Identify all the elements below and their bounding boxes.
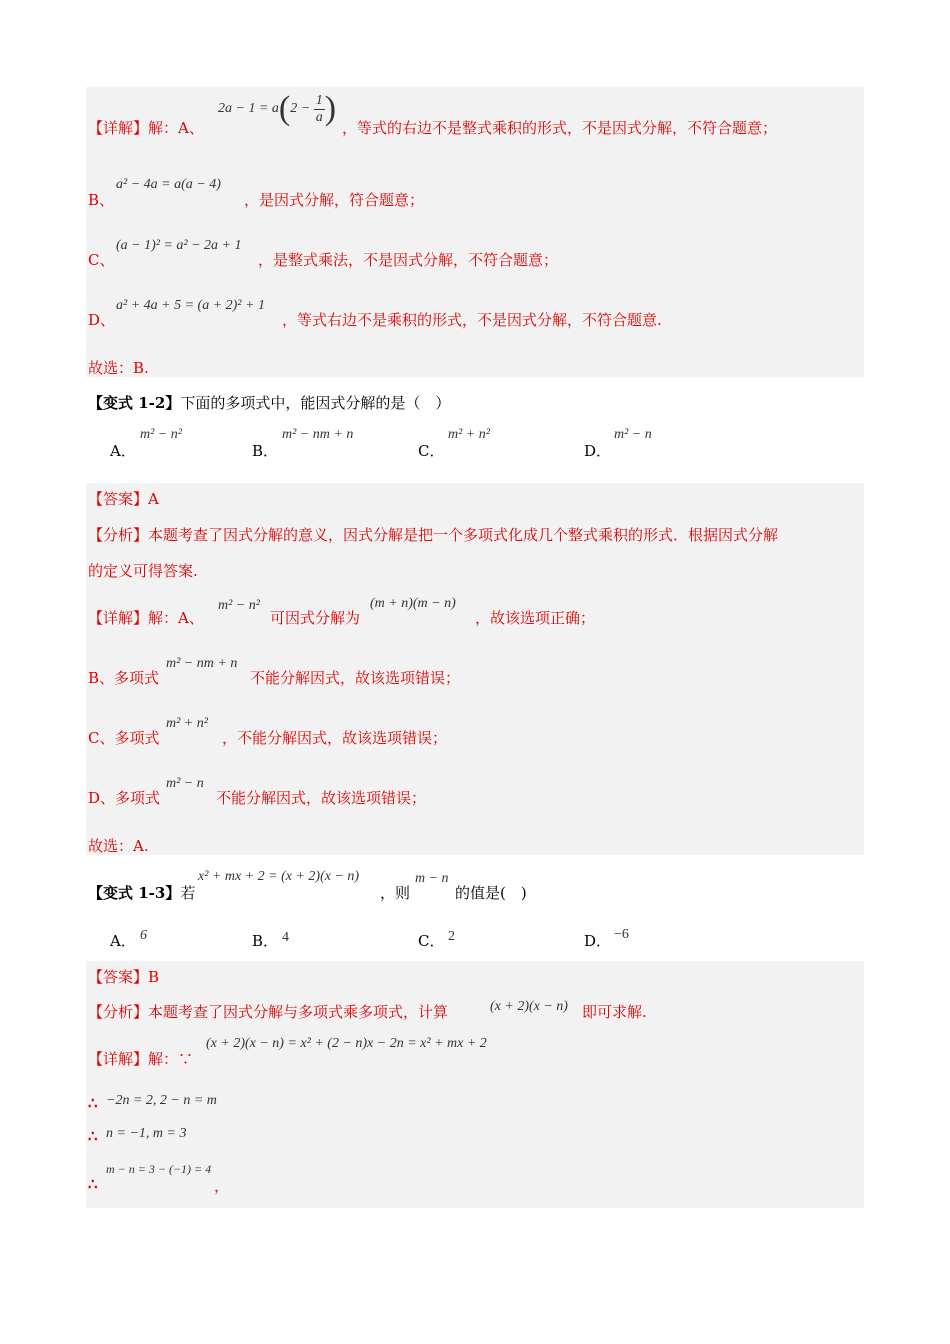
option-b-value: 4 xyxy=(282,930,289,945)
detail-a-mid-2: 可因式分解为 xyxy=(270,609,361,627)
detail-d-prefix-2: D、多项式 xyxy=(88,789,161,807)
therefore-1: ∴ xyxy=(88,1094,98,1112)
math-d-2: m² − n xyxy=(166,776,204,791)
detail-c-text: ，是整式乘法，不是因式分解，不符合题意； xyxy=(258,251,559,269)
therefore-2: ∴ xyxy=(88,1127,98,1145)
detail-c-text-2: ，不能分解因式，故该选项错误； xyxy=(222,729,448,747)
option-a-math: m² − n² xyxy=(140,427,182,442)
option-c: C． xyxy=(418,442,445,460)
analysis-end-3: 即可求解. xyxy=(582,1003,647,1021)
detail-a-line xyxy=(88,117,204,138)
detail-d-text: ，等式右边不是乘积的形式，不是因式分解，不符合题意. xyxy=(282,311,662,329)
option-a-value: 6 xyxy=(140,928,147,943)
detail-b-prefix: B、 xyxy=(88,191,115,209)
math-a-expression: 2a − 1 = a(2 − $\frac{1}{a}$ ) xyxy=(218,90,337,127)
option-b-q13: B． xyxy=(252,932,279,950)
detail-c-prefix: C、 xyxy=(88,251,115,269)
detail-b-prefix-2: B、多项式 xyxy=(88,669,160,687)
option-c-q13: C． xyxy=(418,932,445,950)
math-d-expression: a² + 4a + 5 = (a + 2)² + 1 xyxy=(116,298,265,313)
detail-a-text: ，等式的右边不是整式乘积的形式，不是因式分解，不符合题意； xyxy=(342,119,778,137)
math-a-2: m² − n² xyxy=(218,598,260,613)
detail-a-prefix-2: 【详解】解：A、 xyxy=(88,609,204,627)
detail-prefix-3: 【详解】解：∵ xyxy=(88,1050,194,1068)
option-c-math: m² + n² xyxy=(448,427,490,442)
detail-prefix: 【详解】解：A、 xyxy=(88,119,204,137)
detail-b-text-2: 不能分解因式，故该选项错误； xyxy=(250,669,461,687)
q13-math-1: x² + mx + 2 = (x + 2)(x − n) xyxy=(198,869,360,884)
choice-a: 故选：A. xyxy=(88,837,149,855)
choice-b: 故选：B. xyxy=(88,359,149,377)
detail-b-text: ，是因式分解，符合题意； xyxy=(244,191,425,209)
math-b-2: m² − nm + n xyxy=(166,656,238,671)
option-d-value: −6 xyxy=(614,927,629,942)
step-3: m − n = 3 − (−1) = 4 xyxy=(106,1162,212,1176)
analysis-3: 【分析】本题考查了因式分解与多项式乘多项式，计算 xyxy=(88,1003,449,1021)
step-1: −2n = 2, 2 − n = m xyxy=(106,1093,217,1108)
detail-a-text-2: ，故该选项正确； xyxy=(475,609,596,627)
q13-after: 的值是( ) xyxy=(455,884,527,902)
option-a: A． xyxy=(110,442,136,460)
question-text: 下面的多项式中，能因式分解的是（ ） xyxy=(180,394,451,412)
option-b: B． xyxy=(252,442,279,460)
option-d-q13: D． xyxy=(584,932,612,950)
detail-c-prefix-2: C、多项式 xyxy=(88,729,160,747)
step-3-end: ， xyxy=(214,1177,230,1195)
math-c-expression: (a − 1)² = a² − 2a + 1 xyxy=(116,238,242,253)
answer-b: 【答案】B xyxy=(88,968,160,986)
analysis-line-2: 的定义可得答案. xyxy=(88,562,198,580)
math-b-expression: a² − 4a = a(a − 4) xyxy=(116,177,221,192)
option-c-value: 2 xyxy=(448,929,455,944)
answer-a: 【答案】A xyxy=(88,490,159,508)
question-1-2 xyxy=(88,392,450,413)
step-2: n = −1, m = 3 xyxy=(106,1126,187,1141)
math-a2-2: (m + n)(m − n) xyxy=(370,596,456,611)
q13-mid: ，则 xyxy=(380,884,411,902)
option-d: D． xyxy=(584,442,612,460)
analysis-math-3: (x + 2)(x − n) xyxy=(490,999,568,1014)
fraction: $\frac{1}{a}$ xyxy=(315,93,323,125)
detail-math-3: (x + 2)(x − n) = x² + (2 − n)x − 2n = x² + mx + 2 xyxy=(206,1036,487,1051)
option-a-q13: A． xyxy=(110,932,136,950)
detail-d-text-2: 不能分解因式，故该选项错误； xyxy=(216,789,427,807)
detail-d-prefix: D、 xyxy=(88,311,116,329)
analysis-line-1: 【分析】本题考查了因式分解的意义，因式分解是把一个多项式化成几个整式乘积的形式．根据因式分解 xyxy=(88,526,779,544)
q13-math-2: m − n xyxy=(415,871,449,886)
question-1-3: 【变式 1-3】若 xyxy=(88,884,196,902)
option-b-math: m² − nm + n xyxy=(282,427,354,442)
question-label: 【变式 1-2】 xyxy=(88,394,181,412)
math-c-2: m² + n² xyxy=(166,716,208,731)
therefore-3: ∴ xyxy=(88,1175,98,1193)
option-d-math: m² − n xyxy=(614,427,652,442)
